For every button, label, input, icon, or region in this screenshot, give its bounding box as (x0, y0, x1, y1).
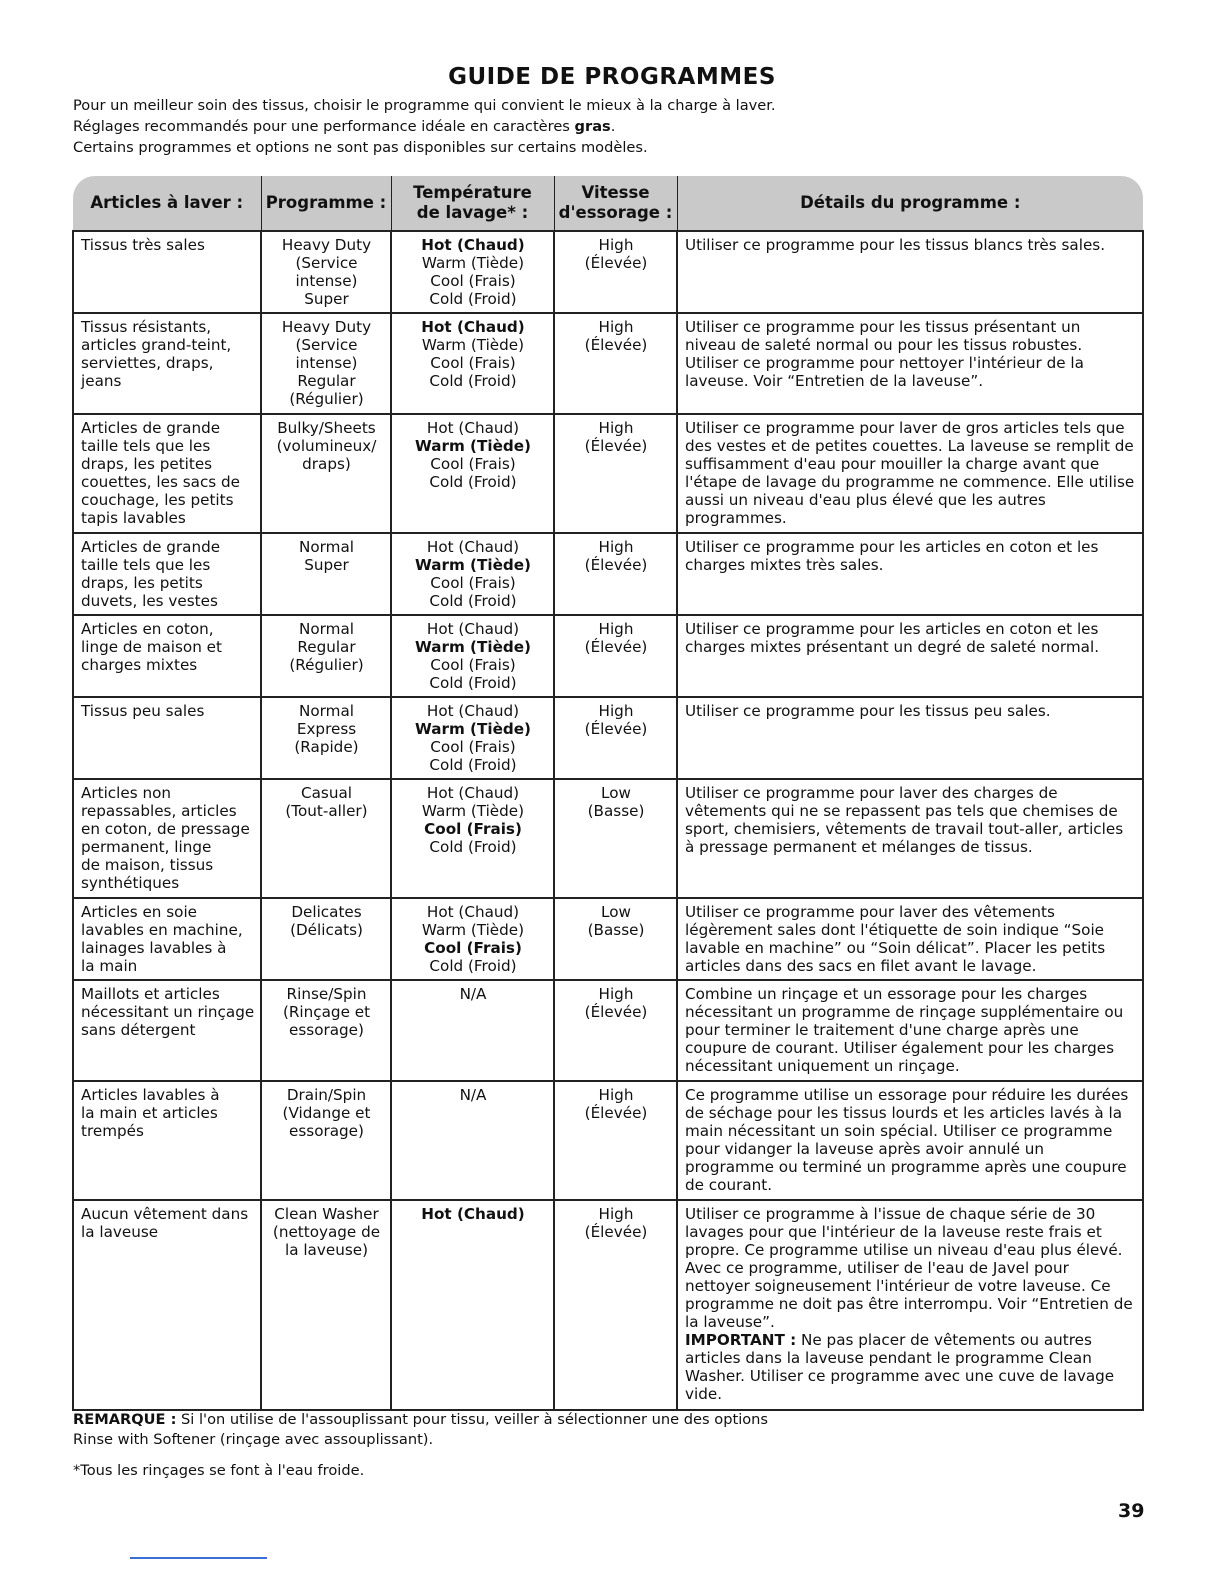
cell-programme (261, 898, 391, 980)
header-temperature (391, 176, 554, 231)
temperature-line: Cold (Froid) (429, 473, 517, 491)
vitesse-line: (Élevée) (584, 336, 648, 354)
vitesse-line: (Élevée) (584, 720, 648, 738)
vitesse-line: (Élevée) (584, 437, 648, 455)
table-row (73, 231, 1143, 313)
temperature-line: Warm (Tiède) (421, 921, 525, 939)
cell-articles (73, 898, 261, 980)
articles-line: charges mixtes (81, 656, 198, 674)
articles-line: trempés (81, 1122, 144, 1140)
programme-line: (Rapide) (294, 738, 359, 756)
remarque-line-1 (73, 1410, 1153, 1430)
articles-line: la main (81, 957, 138, 975)
page-title: GUIDE DE PROGRAMMES (448, 64, 776, 90)
temperature-line: Hot (Chaud) (421, 1205, 525, 1223)
programme-line: Bulky/Sheets (277, 419, 376, 437)
cell-programme (261, 779, 391, 898)
cell-programme (261, 697, 391, 779)
intro-line-2-end: . (610, 118, 616, 135)
programme-line: (Service (295, 336, 358, 354)
cell-articles (73, 414, 261, 533)
programme-line: Rinse/Spin (286, 985, 367, 1003)
programme-line: draps) (302, 455, 351, 473)
articles-line: lavables en machine, (81, 921, 243, 939)
cell-articles (73, 697, 261, 779)
cell-articles (73, 779, 261, 898)
articles-line: taille tels que les (81, 437, 211, 455)
temperature-line: Hot (Chaud) (426, 419, 520, 437)
table-row (73, 697, 1143, 779)
details-text: Utiliser ce programme pour laver de gros articles tels que des vestes et de petites couettes. La laveuse se remplit de suffisamment d'eau pour mouiller la charge avant que l'étape de lavage du programme ne commence. Elle utilise aussi un niveau d'eau plus élevé que les autres programmes. (685, 419, 1135, 527)
temperature-line: N/A (459, 1086, 487, 1104)
programme-line: Heavy Duty (281, 318, 372, 336)
articles-line: repassables, articles (81, 802, 237, 820)
articles-line: Articles de grande (81, 538, 221, 556)
details-paragraph (685, 538, 1136, 574)
cell-vitesse (554, 1200, 677, 1410)
programme-line: Normal (299, 538, 354, 556)
temperature-line: Cold (Froid) (429, 372, 517, 390)
vitesse-line: (Élevée) (584, 1223, 648, 1241)
cell-vitesse (554, 980, 677, 1081)
articles-line: Aucun vêtement dans (81, 1205, 249, 1223)
table-body (73, 231, 1143, 1410)
header-vitesse (554, 176, 677, 231)
temperature-line: Hot (Chaud) (421, 236, 525, 254)
temperature-line: Warm (Tiède) (421, 336, 525, 354)
temperature-line: Warm (Tiède) (415, 720, 531, 738)
footnote: *Tous les rinçages se font à l'eau froide. (73, 1462, 365, 1479)
details-paragraph (685, 903, 1136, 975)
cell-temperature (391, 533, 554, 615)
cell-temperature (391, 779, 554, 898)
details-paragraph (685, 1331, 1136, 1403)
details-paragraph (685, 1086, 1136, 1194)
articles-line: duvets, les vestes (81, 592, 218, 610)
cell-articles (73, 1081, 261, 1200)
cell-details (677, 533, 1143, 615)
vitesse-line: High (598, 620, 634, 638)
temperature-line: Cold (Froid) (429, 957, 517, 975)
details-text: Utiliser ce programme pour laver des vêtements légèrement sales dont l'étiquette de soin indique “Soie lavable en machine” ou “Soin délicat”. Placer les petits articles dans des sacs en filet avant le lavage. (685, 903, 1106, 975)
cell-details (677, 898, 1143, 980)
header-temperature-l2: de lavage* : (416, 203, 529, 222)
cell-temperature (391, 980, 554, 1081)
articles-line: sans détergent (81, 1021, 196, 1039)
articles-line: draps, les petites (81, 455, 213, 473)
programme-line: (volumineux/ (276, 437, 377, 455)
temperature-line: Cool (Frais) (430, 354, 516, 372)
header-articles: Articles à laver : (73, 176, 261, 231)
details-text: Utiliser ce programme à l'issue de chaque série de 30 lavages pour que l'intérieur de la laveuse reste frais et propre. Ce programme utilise un niveau d'eau plus élevé. Avec ce programme, utiliser de l'eau de Javel pour nettoyer soigneusement l'intérieur de votre laveuse. Ce programme ne doit pas être interrompu. Voir “Entretien de la laveuse”. (685, 1205, 1133, 1331)
temperature-line: Hot (Chaud) (426, 538, 520, 556)
cell-details (677, 1081, 1143, 1200)
temperature-line: Warm (Tiède) (421, 254, 525, 272)
temperature-line: Warm (Tiède) (415, 556, 531, 574)
cell-articles (73, 533, 261, 615)
programme-line: Express (296, 720, 357, 738)
table-row (73, 980, 1143, 1081)
cell-temperature (391, 1200, 554, 1410)
details-paragraph (685, 318, 1136, 390)
table-row (73, 1081, 1143, 1200)
cell-details (677, 313, 1143, 414)
articles-line: Tissus très sales (81, 236, 205, 254)
temperature-line: Warm (Tiède) (415, 638, 531, 656)
cell-details (677, 980, 1143, 1081)
vitesse-line: (Élevée) (584, 1003, 648, 1021)
cell-details (677, 615, 1143, 697)
intro-line-1: Pour un meilleur soin des tissus, choisir le programme qui convient le mieux à la charge à laver. (73, 97, 776, 114)
programme-line: essorage) (289, 1122, 364, 1140)
temperature-line: Hot (Chaud) (426, 702, 520, 720)
details-paragraph (685, 419, 1136, 527)
programme-line: intense) (295, 272, 358, 290)
temperature-line: Hot (Chaud) (426, 620, 520, 638)
cell-details (677, 697, 1143, 779)
table-row (73, 898, 1143, 980)
bottom-rule (130, 1557, 267, 1559)
details-text: Combine un rinçage et un essorage pour les charges nécessitant un programme de rinçage supplémentaire ou pour terminer le traitement d'une charge après une coupure de courant. Utiliser également pour les charges nécessitant uniquement un rinçage. (685, 985, 1124, 1075)
details-paragraph (685, 784, 1136, 856)
programme-line: (Tout-aller) (285, 802, 368, 820)
cell-articles (73, 231, 261, 313)
cell-temperature (391, 313, 554, 414)
remarque-label: REMARQUE : (73, 1411, 177, 1428)
temperature-line: Cold (Froid) (429, 756, 517, 774)
articles-line: de maison, tissus (81, 856, 214, 874)
details-text: Ce programme utilise un essorage pour réduire les durées de séchage pour les tissus lourds et les articles lavés à la main nécessitant un soin spécial. Utiliser ce programme pour vidanger la laveuse après avoir annulé un programme ou terminé un programme après une coupure de courant. (685, 1086, 1129, 1194)
articles-line: Articles non (81, 784, 172, 802)
cell-articles (73, 313, 261, 414)
temperature-line: Cold (Froid) (429, 290, 517, 308)
cell-temperature (391, 231, 554, 313)
temperature-line: Cool (Frais) (430, 574, 516, 592)
details-text: Utiliser ce programme pour les articles en coton et les charges mixtes très sales. (685, 538, 1099, 574)
intro-line-2 (73, 116, 1153, 137)
cell-programme (261, 231, 391, 313)
articles-line: la laveuse (81, 1223, 159, 1241)
temperature-line: Hot (Chaud) (426, 784, 520, 802)
cell-vitesse (554, 533, 677, 615)
cell-details (677, 1200, 1143, 1410)
programme-line: Casual (301, 784, 352, 802)
cell-temperature (391, 615, 554, 697)
details-paragraph (685, 985, 1136, 1075)
cell-programme (261, 313, 391, 414)
temperature-line: Warm (Tiède) (421, 802, 525, 820)
articles-line: couchage, les petits (81, 491, 234, 509)
temperature-line: Cold (Froid) (429, 674, 517, 692)
temperature-line: Cold (Froid) (429, 838, 517, 856)
articles-line: en coton, de pressage (81, 820, 250, 838)
table-row (73, 615, 1143, 697)
vitesse-line: (Élevée) (584, 1104, 648, 1122)
header-temperature-l1: Température (413, 183, 532, 202)
cell-details (677, 414, 1143, 533)
programme-line: Regular (297, 638, 356, 656)
programme-line: (Rinçage et (282, 1003, 371, 1021)
programme-line: essorage) (289, 1021, 364, 1039)
articles-line: linge de maison et (81, 638, 222, 656)
vitesse-line: (Élevée) (584, 254, 648, 272)
vitesse-line: High (598, 538, 634, 556)
temperature-line: Cool (Frais) (430, 455, 516, 473)
cell-vitesse (554, 697, 677, 779)
table-row (73, 533, 1143, 615)
programme-line: (Service (295, 254, 358, 272)
articles-line: couettes, les sacs de (81, 473, 241, 491)
temperature-line: Hot (Chaud) (421, 318, 525, 336)
details-text: Utiliser ce programme pour les tissus peu sales. (685, 702, 1051, 720)
programme-line: (Régulier) (289, 656, 364, 674)
articles-line: Tissus peu sales (81, 702, 205, 720)
cell-programme (261, 1200, 391, 1410)
vitesse-line: High (598, 419, 634, 437)
cell-articles (73, 615, 261, 697)
details-text: Utiliser ce programme pour laver des charges de vêtements qui ne se repassent pas tels que chemises de sport, chemisiers, vêtements de travail tout-aller, articles à pressage permanent et mélanges de tissus. (685, 784, 1124, 856)
temperature-line: Cold (Froid) (429, 592, 517, 610)
details-text: Utiliser ce programme pour les articles en coton et les charges mixtes présentant un degré de saleté normal. (685, 620, 1100, 656)
articles-line: Articles en coton, (81, 620, 214, 638)
intro (73, 95, 1153, 158)
vitesse-line: (Élevée) (584, 556, 648, 574)
articles-line: lainages lavables à (81, 939, 227, 957)
programme-line: (Délicats) (290, 921, 363, 939)
details-lead: IMPORTANT : (685, 1331, 797, 1349)
programme-line: Drain/Spin (286, 1086, 367, 1104)
cell-programme (261, 533, 391, 615)
vitesse-line: Low (601, 784, 631, 802)
articles-line: Articles lavables à (81, 1086, 220, 1104)
articles-line: articles grand-teint, (81, 336, 232, 354)
table-row (73, 414, 1143, 533)
programme-line: Super (304, 556, 349, 574)
cell-temperature (391, 697, 554, 779)
details-paragraph (685, 702, 1136, 720)
vitesse-line: High (598, 985, 634, 1003)
cell-programme (261, 414, 391, 533)
vitesse-line: High (598, 318, 634, 336)
vitesse-line: High (598, 1086, 634, 1104)
temperature-line: Hot (Chaud) (426, 903, 520, 921)
articles-line: Articles de grande (81, 419, 221, 437)
programme-line: Heavy Duty (281, 236, 372, 254)
details-text: Utiliser ce programme pour les tissus présentant un niveau de saleté normal ou pour les tissus robustes. Utiliser ce programme pour nettoyer l'intérieur de la laveuse. Voir “Entretien de la laveuse”. (685, 318, 1084, 390)
articles-line: draps, les petits (81, 574, 203, 592)
cell-vitesse (554, 615, 677, 697)
cell-temperature (391, 414, 554, 533)
cell-vitesse (554, 231, 677, 313)
articles-line: Articles en soie (81, 903, 198, 921)
programme-line: Normal (299, 702, 354, 720)
table-row (73, 313, 1143, 414)
temperature-line: Cool (Frais) (424, 820, 522, 838)
temperature-line: Cool (Frais) (430, 656, 516, 674)
articles-line: synthétiques (81, 874, 180, 892)
vitesse-line: High (598, 702, 634, 720)
articles-line: jeans (81, 372, 122, 390)
cell-vitesse (554, 1081, 677, 1200)
page-number: 39 (1118, 1500, 1145, 1522)
programme-line: la laveuse) (284, 1241, 369, 1259)
programme-line: Super (304, 290, 349, 308)
cell-articles (73, 980, 261, 1081)
programme-line: Clean Washer (274, 1205, 379, 1223)
vitesse-line: (Basse) (587, 802, 645, 820)
intro-line-2-text: Réglages recommandés pour une performance idéale en caractères (73, 118, 575, 135)
cell-details (677, 231, 1143, 313)
temperature-line: N/A (459, 985, 487, 1003)
cell-details (677, 779, 1143, 898)
vitesse-line: High (598, 236, 634, 254)
intro-line-3: Certains programmes et options ne sont pas disponibles sur certains modèles. (73, 139, 648, 156)
cell-temperature (391, 898, 554, 980)
cell-vitesse (554, 898, 677, 980)
header-vitesse-l1: Vitesse (581, 183, 650, 202)
articles-line: Maillots et articles (81, 985, 220, 1003)
details-paragraph (685, 236, 1136, 254)
cell-vitesse (554, 414, 677, 533)
programme-line: intense) (295, 354, 358, 372)
table-row (73, 1200, 1143, 1410)
cell-programme (261, 980, 391, 1081)
header-details: Détails du programme : (677, 176, 1143, 231)
cell-temperature (391, 1081, 554, 1200)
details-text: Ne pas placer de vêtements ou autres articles dans la laveuse pendant le programme Clean Washer. Utiliser ce programme avec une cuve de lavage vide. (685, 1331, 1115, 1403)
articles-line: taille tels que les (81, 556, 211, 574)
header-programme: Programme : (261, 176, 391, 231)
articles-line: tapis lavables (81, 509, 186, 527)
details-paragraph (685, 620, 1136, 656)
temperature-line: Warm (Tiède) (415, 437, 531, 455)
program-table (72, 176, 1144, 1411)
cell-articles (73, 1200, 261, 1410)
temperature-line: Cool (Frais) (430, 272, 516, 290)
programme-line: Regular (297, 372, 356, 390)
vitesse-line: (Basse) (587, 921, 645, 939)
header-vitesse-l2: d'essorage : (558, 203, 673, 222)
articles-line: nécessitant un rinçage (81, 1003, 255, 1021)
cell-vitesse (554, 313, 677, 414)
programme-line: Normal (299, 620, 354, 638)
remarque-text-1: Si l'on utilise de l'assouplissant pour tissu, veiller à sélectionner une des options (176, 1411, 769, 1428)
articles-line: serviettes, draps, (81, 354, 214, 372)
intro-line-2-bold: gras (574, 118, 611, 135)
programme-line: (Vidange et (282, 1104, 371, 1122)
cell-programme (261, 1081, 391, 1200)
vitesse-line: Low (601, 903, 631, 921)
details-text: Utiliser ce programme pour les tissus blancs très sales. (685, 236, 1106, 254)
programme-line: Delicates (291, 903, 362, 921)
programme-line: (nettoyage de (272, 1223, 381, 1241)
articles-line: Tissus résistants, (81, 318, 212, 336)
table-row (73, 779, 1143, 898)
cell-vitesse (554, 779, 677, 898)
vitesse-line: (Élevée) (584, 638, 648, 656)
articles-line: la main et articles (81, 1104, 218, 1122)
temperature-line: Cool (Frais) (424, 939, 522, 957)
vitesse-line: High (598, 1205, 634, 1223)
temperature-line: Cool (Frais) (430, 738, 516, 756)
remarque-note (73, 1410, 1153, 1450)
articles-line: permanent, linge (81, 838, 212, 856)
details-paragraph (685, 1205, 1136, 1331)
table-header-row (73, 176, 1143, 231)
cell-programme (261, 615, 391, 697)
programme-line: (Régulier) (289, 390, 364, 408)
remarque-line-2: Rinse with Softener (rinçage avec assouplissant). (73, 1431, 434, 1448)
